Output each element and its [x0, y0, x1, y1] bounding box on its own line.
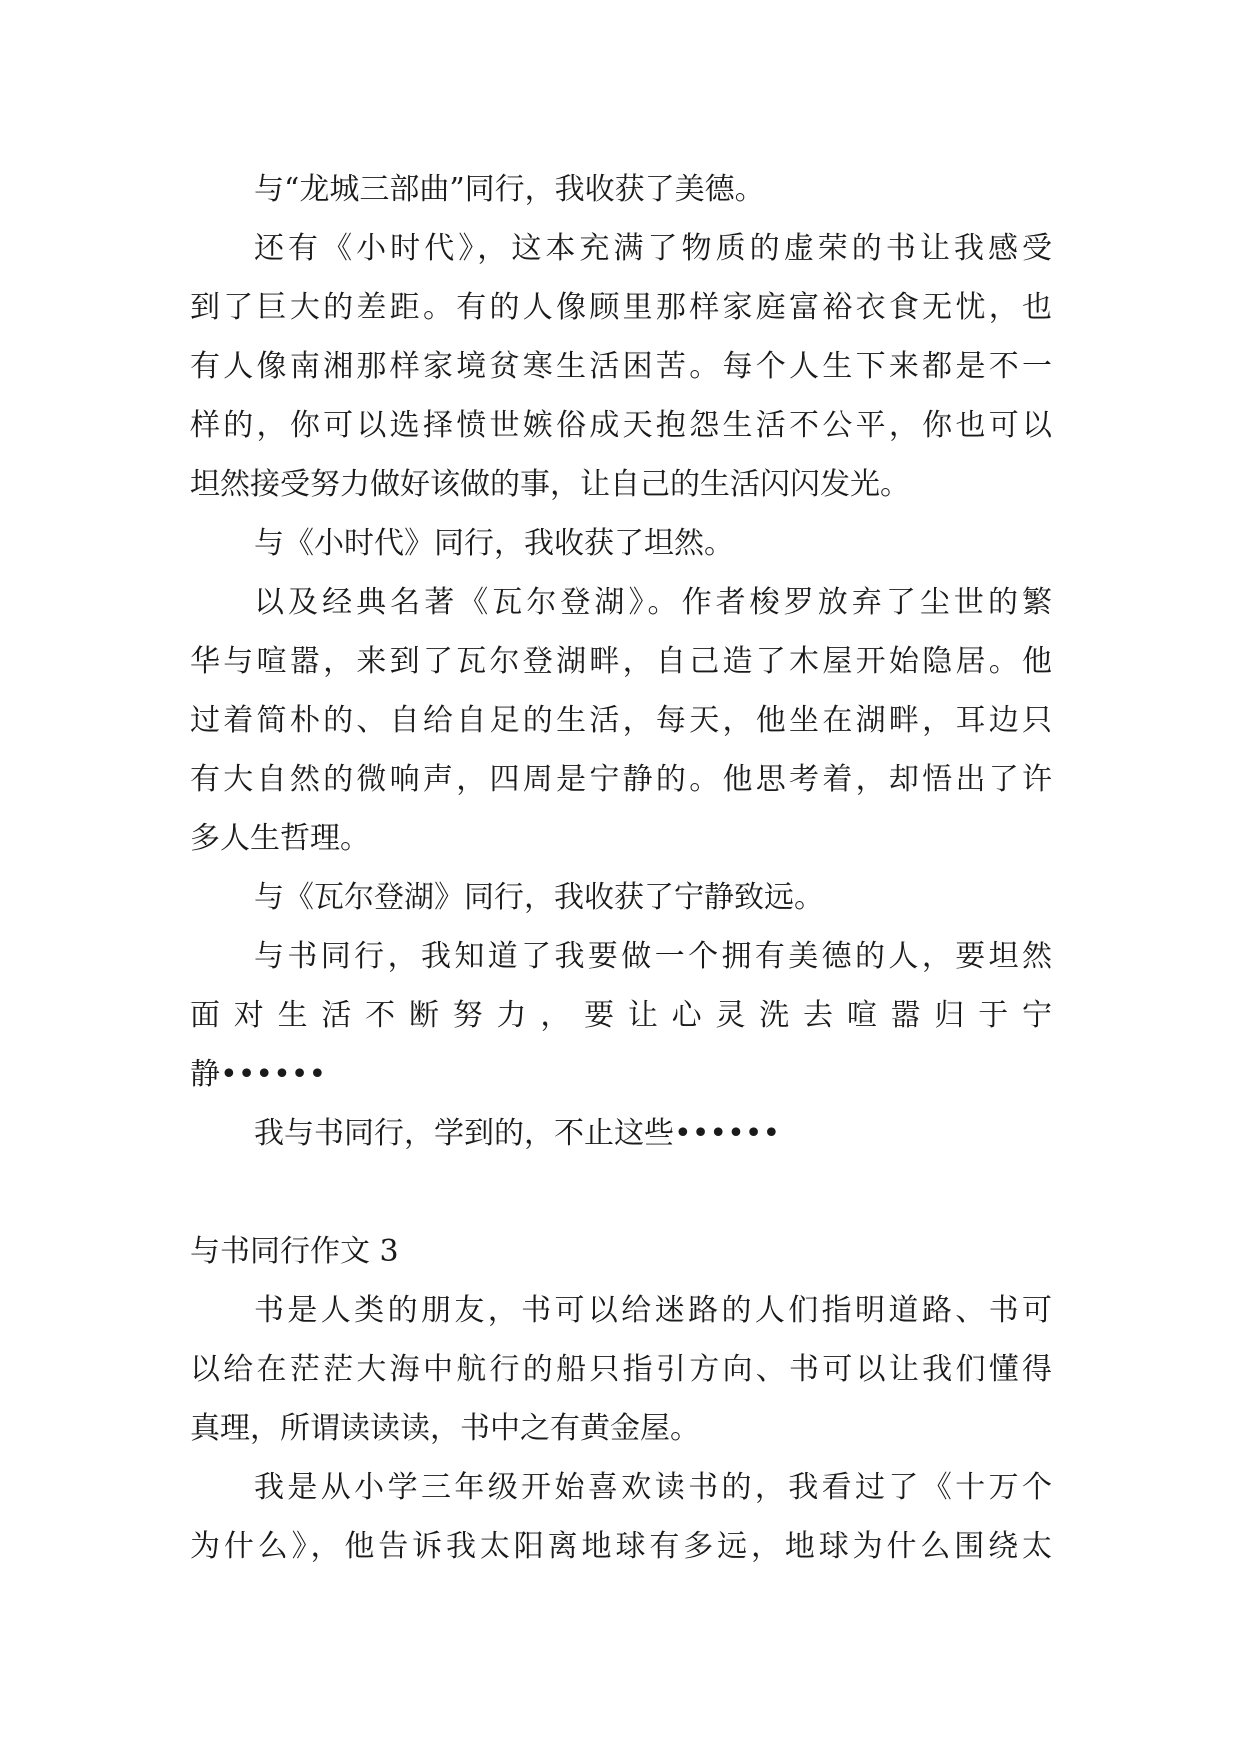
- paragraph: [190, 514, 1052, 573]
- paragraph-line: 还有《小时代》，这本充满了物质的虚荣的书让我感受: [254, 231, 1052, 266]
- paragraph: [190, 927, 1052, 1104]
- paragraph-line: 样的，你可以选择愤世嫉俗成天抱怨生活不公平，你也可以: [190, 408, 1052, 443]
- paragraph-line: 与书同行，我知道了我要做一个拥有美德的人，要坦然: [254, 939, 1052, 974]
- paragraph: [190, 1281, 1052, 1458]
- paragraph-line: 静••••••: [190, 1057, 327, 1092]
- paragraph: [190, 573, 1052, 868]
- paragraph-line: 与“龙城三部曲”同行，我收获了美德。: [254, 172, 765, 207]
- paragraph-line: 有大自然的微响声，四周是宁静的。他思考着，却悟出了许: [190, 762, 1052, 797]
- paragraph: [190, 1104, 1052, 1163]
- paragraph-line: 到了巨大的差距。有的人像顾里那样家庭富裕衣食无忧，也: [190, 290, 1052, 325]
- paragraph-line: 过着简朴的、自给自足的生活，每天，他坐在湖畔，耳边只: [190, 703, 1052, 738]
- section-gap: [190, 1163, 1052, 1222]
- paragraph-line: 华与喧嚣，来到了瓦尔登湖畔，自己造了木屋开始隐居。他: [190, 644, 1052, 679]
- paragraph: [190, 160, 1052, 219]
- paragraph-line: 面对生活不断努力，要让心灵洗去喧嚣归于宁: [190, 998, 1052, 1033]
- paragraph-line: 与《瓦尔登湖》同行，我收获了宁静致远。: [254, 880, 824, 915]
- document-body: [190, 160, 1052, 1576]
- paragraph: [190, 868, 1052, 927]
- paragraph-line: 我与书同行，学到的，不止这些••••••: [254, 1116, 781, 1151]
- paragraph-line: 多人生哲理。: [190, 821, 370, 856]
- paragraph-line: 有人像南湘那样家境贫寒生活困苦。每个人生下来都是不一: [190, 349, 1052, 384]
- paragraph: [190, 1458, 1052, 1576]
- paragraph-line: 我是从小学三年级开始喜欢读书的，我看过了《十万个: [254, 1470, 1052, 1505]
- paragraph-line: 为什么》，他告诉我太阳离地球有多远，地球为什么围绕太: [190, 1529, 1052, 1564]
- paragraph: [190, 219, 1052, 514]
- paragraph-line: 书是人类的朋友，书可以给迷路的人们指明道路、书可: [254, 1293, 1052, 1328]
- paragraph-line: 以给在茫茫大海中航行的船只指引方向、书可以让我们懂得: [190, 1352, 1052, 1387]
- paragraph-line: 坦然接受努力做好该做的事，让自己的生活闪闪发光。: [190, 467, 910, 502]
- paragraph-line: 与《小时代》同行，我收获了坦然。: [254, 526, 734, 561]
- section-heading-text: 与书同行作文 3: [190, 1234, 399, 1269]
- paragraph-line: 真理，所谓读读读，书中之有黄金屋。: [190, 1411, 700, 1446]
- paragraph-line: 以及经典名著《瓦尔登湖》。作者梭罗放弃了尘世的繁: [254, 585, 1052, 620]
- section-heading: [190, 1222, 1052, 1281]
